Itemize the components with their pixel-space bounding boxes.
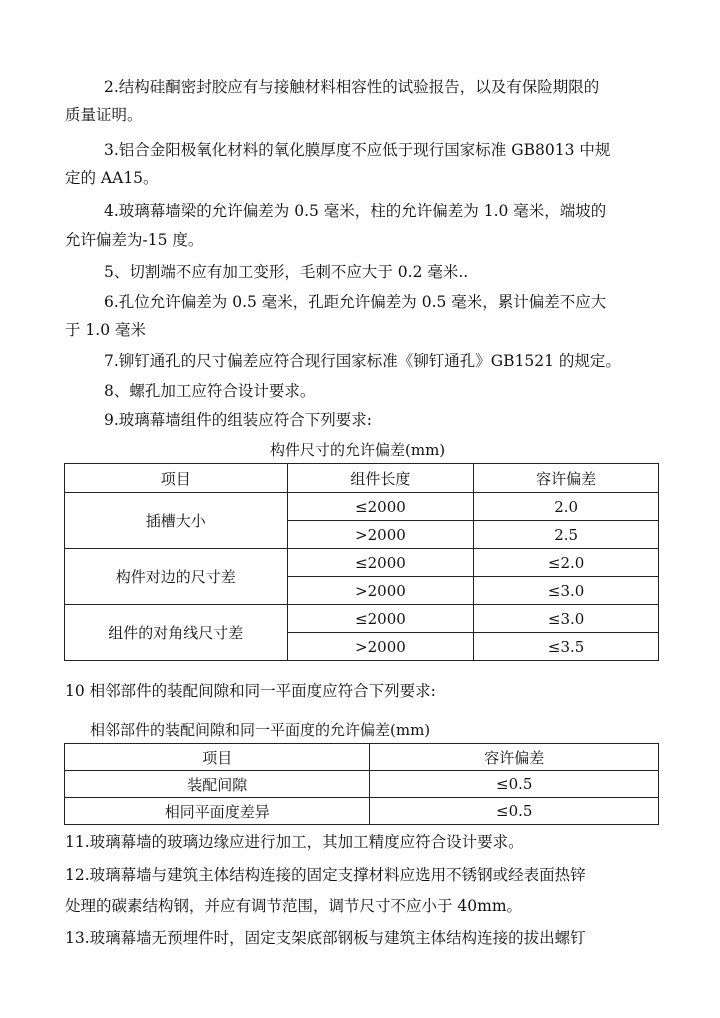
table-header-cell: 容许偏差 — [474, 464, 659, 493]
tolerance-cell: ≤0.5 — [370, 771, 659, 798]
tolerance-cell: ≤2.0 — [474, 549, 659, 577]
table-header-cell: 组件长度 — [287, 464, 474, 493]
table-header-cell: 项目 — [65, 464, 288, 493]
paragraph-4-line-1: 4.玻璃幕墙梁的允许偏差为 0.5 毫米，柱的允许偏差为 1.0 毫米，端坡的 — [104, 202, 607, 220]
item-cell: 组件的对角线尺寸差 — [65, 605, 288, 661]
item-cell: 装配间隙 — [65, 771, 370, 798]
tolerance-cell: ≤3.0 — [474, 577, 659, 605]
table-row — [65, 493, 659, 521]
tolerance-cell: 2.5 — [474, 521, 659, 549]
table2-caption: 相邻部件的装配间隙和同一平面度的允许偏差(mm) — [90, 721, 431, 739]
length-cell: ≤2000 — [287, 493, 474, 521]
table-row — [65, 605, 659, 633]
paragraph-12-line-1: 12.玻璃幕墙与建筑主体结构连接的固定支撑材料应选用不锈钢或经表面热锌 — [65, 866, 586, 884]
tolerance-cell: ≤0.5 — [370, 798, 659, 825]
length-cell: ≤2000 — [287, 549, 474, 577]
paragraph-2-line-1: 2.结构硅酮密封胶应有与接触材料相容性的试验报告，以及有保险期限的 — [104, 78, 600, 96]
paragraph-2-line-2: 质量证明。 — [65, 106, 143, 124]
table-row — [65, 798, 659, 825]
table-header-row — [65, 464, 659, 493]
table-row — [65, 549, 659, 577]
table-header-cell: 项目 — [65, 744, 370, 771]
item-cell: 插槽大小 — [65, 493, 288, 549]
paragraph-9: 9.玻璃幕墙组件的组装应符合下列要求: — [104, 411, 373, 429]
tolerance-table — [64, 463, 659, 661]
paragraph-4-line-2: 允许偏差为-15 度。 — [65, 231, 204, 249]
item-cell: 相同平面度差异 — [65, 798, 370, 825]
table-header-cell: 容许偏差 — [370, 744, 659, 771]
paragraph-7: 7.铆钉通孔的尺寸偏差应符合现行国家标准《铆钉通孔》GB1521 的规定。 — [104, 352, 621, 370]
paragraph-3-line-2: 定的 AA15。 — [65, 169, 159, 187]
length-cell: ≤2000 — [287, 605, 474, 633]
paragraph-12-line-2: 处理的碳素结构钢，并应有调节范围，调节尺寸不应小于 40mm。 — [65, 897, 523, 915]
table-header-row — [65, 744, 659, 771]
paragraph-5: 5、切割端不应有加工变形，毛刺不应大于 0.2 毫米.. — [104, 263, 469, 281]
paragraph-8: 8、螺孔加工应符合设计要求。 — [104, 382, 316, 400]
paragraph-3-line-1: 3.铝合金阳极氧化材料的氧化膜厚度不应低于现行国家标准 GB8013 中规 — [104, 141, 611, 159]
table1-caption: 构件尺寸的允许偏差(mm) — [270, 441, 446, 459]
paragraph-6-line-2: 于 1.0 毫米 — [65, 321, 147, 339]
length-cell: >2000 — [287, 521, 474, 549]
paragraph-13: 13.玻璃幕墙无预埋件时，固定支架底部钢板与建筑主体结构连接的拔出螺钉 — [65, 929, 586, 947]
table-row — [65, 771, 659, 798]
assembly-gap-table — [64, 743, 659, 825]
tolerance-cell: 2.0 — [474, 493, 659, 521]
length-cell: >2000 — [287, 577, 474, 605]
tolerance-cell: ≤3.5 — [474, 633, 659, 661]
paragraph-6-line-1: 6.孔位允许偏差为 0.5 毫米，孔距允许偏差为 0.5 毫米，累计偏差不应大 — [104, 293, 607, 311]
length-cell: >2000 — [287, 633, 474, 661]
paragraph-10: 10 相邻部件的装配间隙和同一平面度应符合下列要求: — [65, 682, 436, 700]
paragraph-11: 11.玻璃幕墙的玻璃边缘应进行加工，其加工精度应符合设计要求。 — [65, 833, 524, 851]
tolerance-cell: ≤3.0 — [474, 605, 659, 633]
item-cell: 构件对边的尺寸差 — [65, 549, 288, 605]
